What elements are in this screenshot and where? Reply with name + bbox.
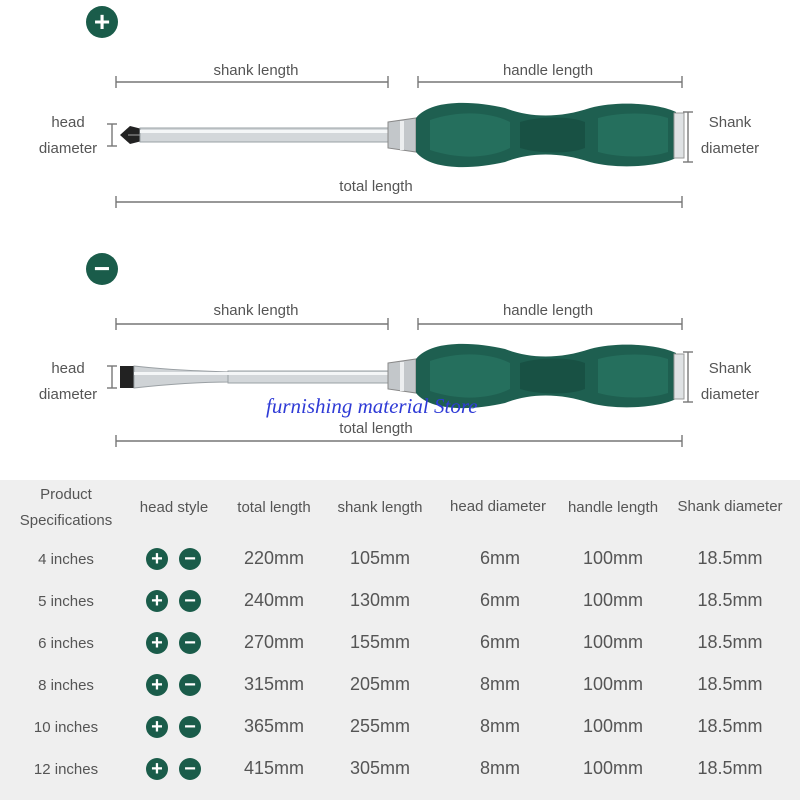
header-product-line2: Specifications bbox=[19, 512, 113, 529]
slotted-head-diameter-line2: diameter bbox=[38, 386, 98, 403]
cell-shank-length: 130mm bbox=[349, 590, 411, 610]
cell-head-diameter: 6mm bbox=[480, 590, 520, 610]
header-head-diameter: head diameter bbox=[450, 498, 546, 515]
cell-size: 4 inches bbox=[38, 551, 94, 568]
phillips-plus-icon: + bbox=[86, 6, 118, 38]
phillips-plus-icon: + bbox=[146, 758, 168, 780]
phillips-plus-icon: + bbox=[146, 590, 168, 612]
table-row bbox=[0, 758, 800, 788]
cell-shank-diameter: 18.5mm bbox=[697, 632, 763, 652]
table-row bbox=[0, 716, 800, 746]
cell-total-length: 315mm bbox=[243, 674, 305, 694]
header-product-line1: Product bbox=[40, 486, 92, 503]
slotted-head-diameter-line1: head bbox=[51, 360, 85, 377]
cell-total-length: 220mm bbox=[243, 548, 305, 568]
header-shank-length: shank length bbox=[337, 499, 423, 516]
cell-handle-length: 100mm bbox=[582, 716, 644, 736]
cell-total-length: 270mm bbox=[243, 632, 305, 652]
cell-head-diameter: 8mm bbox=[480, 674, 520, 694]
cell-size: 12 inches bbox=[33, 761, 99, 778]
cell-head-diameter: 8mm bbox=[480, 716, 520, 736]
slotted-handle-length-label: handle length bbox=[502, 302, 594, 319]
header-head-style: head style bbox=[139, 499, 209, 516]
phillips-head-diameter-line2: diameter bbox=[38, 140, 98, 157]
cell-head-diameter: 6mm bbox=[480, 548, 520, 568]
phillips-shank-diameter-line1: Shank bbox=[708, 114, 752, 131]
cell-shank-length: 205mm bbox=[349, 674, 411, 694]
slotted-minus-icon: − bbox=[179, 674, 201, 696]
cell-shank-length: 305mm bbox=[349, 758, 411, 778]
cell-shank-length: 105mm bbox=[349, 548, 411, 568]
cell-total-length: 240mm bbox=[243, 590, 305, 610]
cell-shank-diameter: 18.5mm bbox=[697, 590, 763, 610]
cell-size: 10 inches bbox=[33, 719, 99, 736]
cell-handle-length: 100mm bbox=[582, 758, 644, 778]
cell-shank-diameter: 18.5mm bbox=[697, 758, 763, 778]
header-product-specifications bbox=[8, 482, 124, 534]
header-handle-length: handle length bbox=[567, 499, 659, 516]
table-row bbox=[0, 674, 800, 704]
cell-handle-length: 100mm bbox=[582, 590, 644, 610]
cell-total-length: 365mm bbox=[243, 716, 305, 736]
cell-shank-diameter: 18.5mm bbox=[697, 548, 763, 568]
phillips-plus-icon: + bbox=[146, 674, 168, 696]
phillips-handle-length-label: handle length bbox=[502, 62, 594, 79]
slotted-shank-diameter-line2: diameter bbox=[700, 386, 760, 403]
cell-shank-length: 155mm bbox=[349, 632, 411, 652]
table-row bbox=[0, 632, 800, 662]
slotted-minus-icon: − bbox=[179, 548, 201, 570]
cell-handle-length: 100mm bbox=[582, 632, 644, 652]
phillips-plus-icon: + bbox=[146, 632, 168, 654]
header-total-length: total length bbox=[237, 499, 311, 516]
slotted-total-length-label: total length bbox=[339, 420, 413, 437]
cell-size: 8 inches bbox=[38, 677, 94, 694]
phillips-total-length-label: total length bbox=[339, 178, 413, 195]
cell-size: 6 inches bbox=[38, 635, 94, 652]
table-row bbox=[0, 548, 800, 578]
slotted-shank-length-label: shank length bbox=[213, 302, 299, 319]
cell-shank-length: 255mm bbox=[349, 716, 411, 736]
slotted-minus-icon: − bbox=[179, 716, 201, 738]
cell-handle-length: 100mm bbox=[582, 674, 644, 694]
phillips-plus-icon: + bbox=[146, 548, 168, 570]
header-shank-diameter: Shank diameter bbox=[677, 498, 783, 515]
cell-shank-diameter: 18.5mm bbox=[697, 674, 763, 694]
slotted-minus-icon: − bbox=[179, 758, 201, 780]
cell-size: 5 inches bbox=[38, 593, 94, 610]
slotted-shank-diameter-line1: Shank bbox=[708, 360, 752, 377]
cell-head-diameter: 8mm bbox=[480, 758, 520, 778]
slotted-minus-icon: − bbox=[86, 253, 118, 285]
table-row bbox=[0, 590, 800, 620]
cell-total-length: 415mm bbox=[243, 758, 305, 778]
store-watermark: furnishing material Store bbox=[266, 394, 478, 418]
specifications-table bbox=[0, 480, 800, 800]
slotted-minus-icon: − bbox=[179, 590, 201, 612]
phillips-shank-diameter-line2: diameter bbox=[700, 140, 760, 157]
cell-handle-length: 100mm bbox=[582, 548, 644, 568]
cell-shank-diameter: 18.5mm bbox=[697, 716, 763, 736]
phillips-head-diameter-line1: head bbox=[51, 114, 85, 131]
slotted-minus-icon: − bbox=[179, 632, 201, 654]
phillips-plus-icon: + bbox=[146, 716, 168, 738]
phillips-shank-length-label: shank length bbox=[213, 62, 299, 79]
cell-head-diameter: 6mm bbox=[480, 632, 520, 652]
